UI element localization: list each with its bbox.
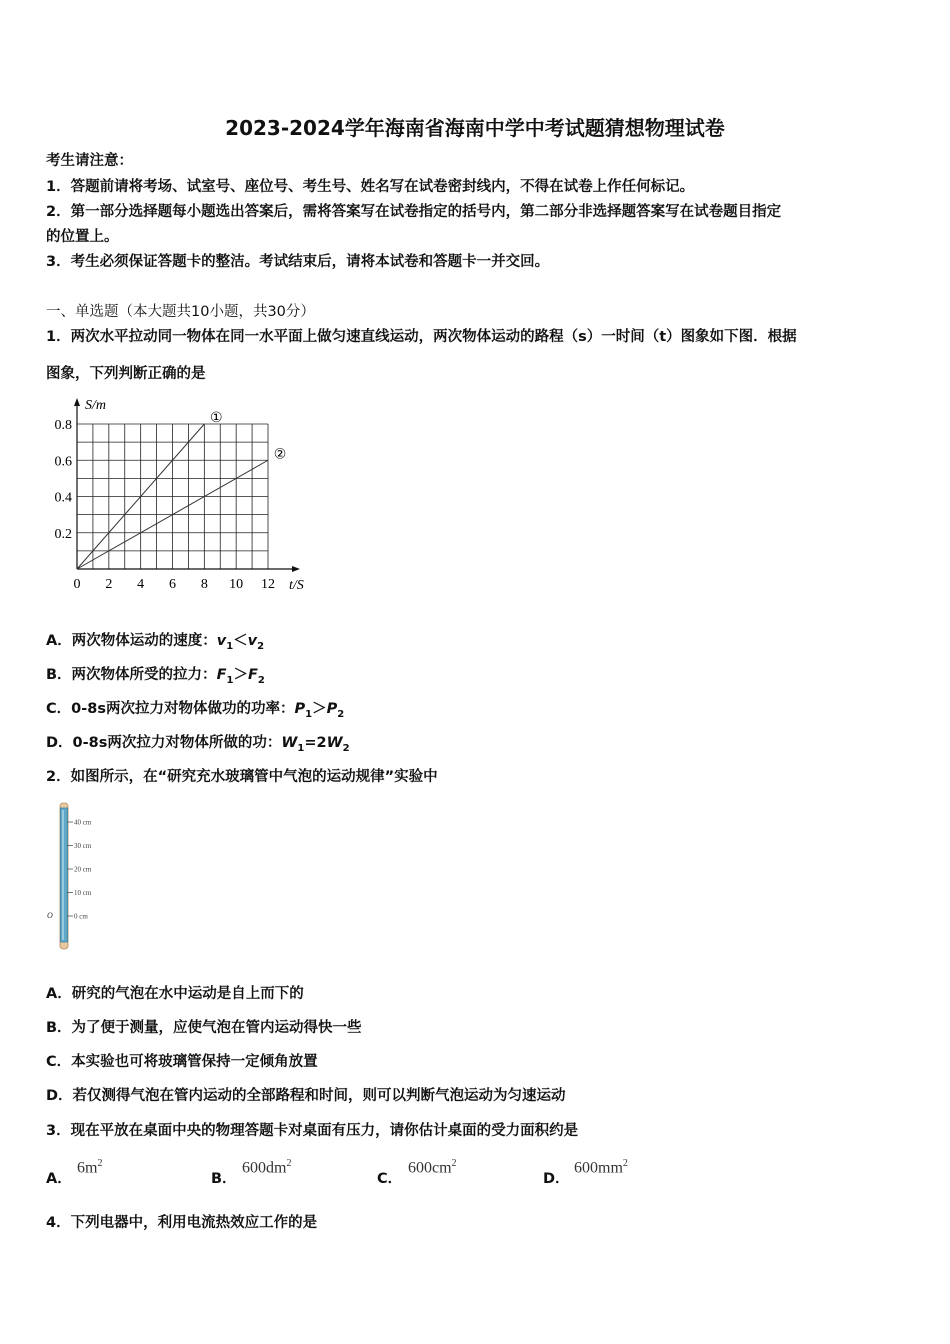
x-tick-label: 2 [105,577,113,592]
q1-option-d[interactable] [46,734,906,758]
var: W [326,735,343,751]
op: =2 [304,735,327,751]
q1-option-c[interactable] [46,700,906,724]
question-3-stem: 3．现在平放在桌面中央的物理答题卡对桌面有压力，请你估计桌面的受力面积约是 [46,1123,579,1139]
tube-origin-label: O [47,911,53,920]
sub: 2 [337,708,345,720]
sub: 1 [297,742,305,754]
option-value: $600mm^2$ [574,1158,628,1177]
x-tick-label: 10 [229,577,244,592]
sub: 2 [342,742,350,754]
q3-options [46,1158,906,1186]
var: F [216,667,227,683]
option-value: $600cm^2$ [408,1158,457,1177]
option-text: C．0-8s两次拉力对物体做功的功率： [46,701,295,717]
y-tick-label: 0.8 [54,418,72,433]
var: W [281,735,298,751]
q2-option-b[interactable]: B．为了便于测量，应使气泡在管内运动得快一些 [46,1020,362,1036]
x-axis-arrow [292,566,300,572]
op: ＜ [233,633,248,649]
tube-scale [67,819,92,921]
y-tick-label: 0.4 [54,490,72,506]
section-heading: 一、单选题（本大题共10小题，共30分） [46,304,315,320]
var: F [247,667,258,683]
var: P [326,701,338,717]
op: ＞ [312,701,327,717]
question-4-stem: 4．下列电器中，利用电流热效应工作的是 [46,1215,318,1231]
tube-tick-label: 0 cm [74,912,88,921]
notice-heading: 考生请注意： [46,153,133,169]
var: v [247,633,258,649]
option-text: D．0-8s两次拉力对物体所做的功： [46,735,282,751]
st-graph [40,392,330,604]
x-tick-label: 0 [73,577,81,592]
option-value: $600dm^2$ [242,1158,292,1177]
glass-tube-figure [44,800,114,952]
tube-tick-label: 20 cm [74,865,92,874]
option-text: A．两次物体运动的速度： [46,633,217,649]
var: v [216,633,227,649]
option-label: A． [46,1171,72,1187]
option-label: B． [211,1171,237,1187]
chart-grid [77,424,268,569]
option-text: B．两次物体所受的拉力： [46,667,217,683]
notice-item: 1．答题前请将考场、试室号、座位号、考生号、姓名写在试卷密封线内，不得在试卷上作任何标记。 [46,179,695,195]
option-label: C． [377,1171,403,1187]
series-label-2: ② [273,446,287,463]
q1-option-a[interactable] [46,632,906,656]
option-label: D． [543,1171,570,1187]
q2-option-a[interactable]: A．研究的气泡在水中运动是自上而下的 [46,986,304,1002]
x-tick-label: 4 [137,577,145,592]
sub: 1 [305,708,313,720]
notice-item: 3．考生必须保证答题卡的整洁。考试结束后，请将本试卷和答题卡一并交回。 [46,254,550,270]
var: P [294,701,306,717]
notice-item: 的位置上。 [46,229,119,245]
x-tick-label: 8 [200,577,208,592]
tube-tick-label: 10 cm [74,889,92,897]
y-tick-label: 0.2 [54,526,72,542]
tube-body [61,808,68,942]
y-axis-label: S/m [85,398,106,413]
series-label-1: ① [210,410,223,426]
sub: 1 [226,640,234,652]
option-value: $6m^2$ [77,1158,103,1177]
sub: 2 [257,640,265,652]
y-tick-label: 0.6 [54,454,72,470]
q2-option-c[interactable]: C．本实验也可将玻璃管保持一定倾角放置 [46,1054,318,1070]
x-tick-label: 12 [261,577,275,592]
notice-item: 2．第一部分选择题每小题选出答案后，需将答案写在试卷指定的括号内，第二部分非选择题答案写在试卷题目指定 [46,204,782,220]
q2-option-d[interactable]: D．若仅测得气泡在管内运动的全部路程和时间，则可以判断气泡运动为匀速运动 [46,1088,566,1104]
sub: 1 [226,674,234,686]
x-axis-label: t/S [289,578,304,593]
question-1-stem: 图象，下列判断正确的是 [46,366,206,382]
exam-title: 2023-2024学年海南省海南中学中考试题猜想物理试卷 [225,116,725,140]
q1-option-b[interactable] [46,666,906,690]
y-axis-arrow [74,398,80,406]
op: ＞ [233,667,248,683]
tube-tick-label: 30 cm [74,842,92,850]
sub: 2 [257,674,265,686]
tube-tick-label: 40 cm [74,818,92,827]
question-2-stem: 2．如图所示，在“研究充水玻璃管中气泡的运动规律”实验中 [46,769,438,785]
x-tick-label: 6 [169,577,176,592]
question-1-stem: 1．两次水平拉动同一物体在同一水平面上做匀速直线运动，两次物体运动的路程（s）一时间（t）图象如下图．根据 [46,329,797,345]
